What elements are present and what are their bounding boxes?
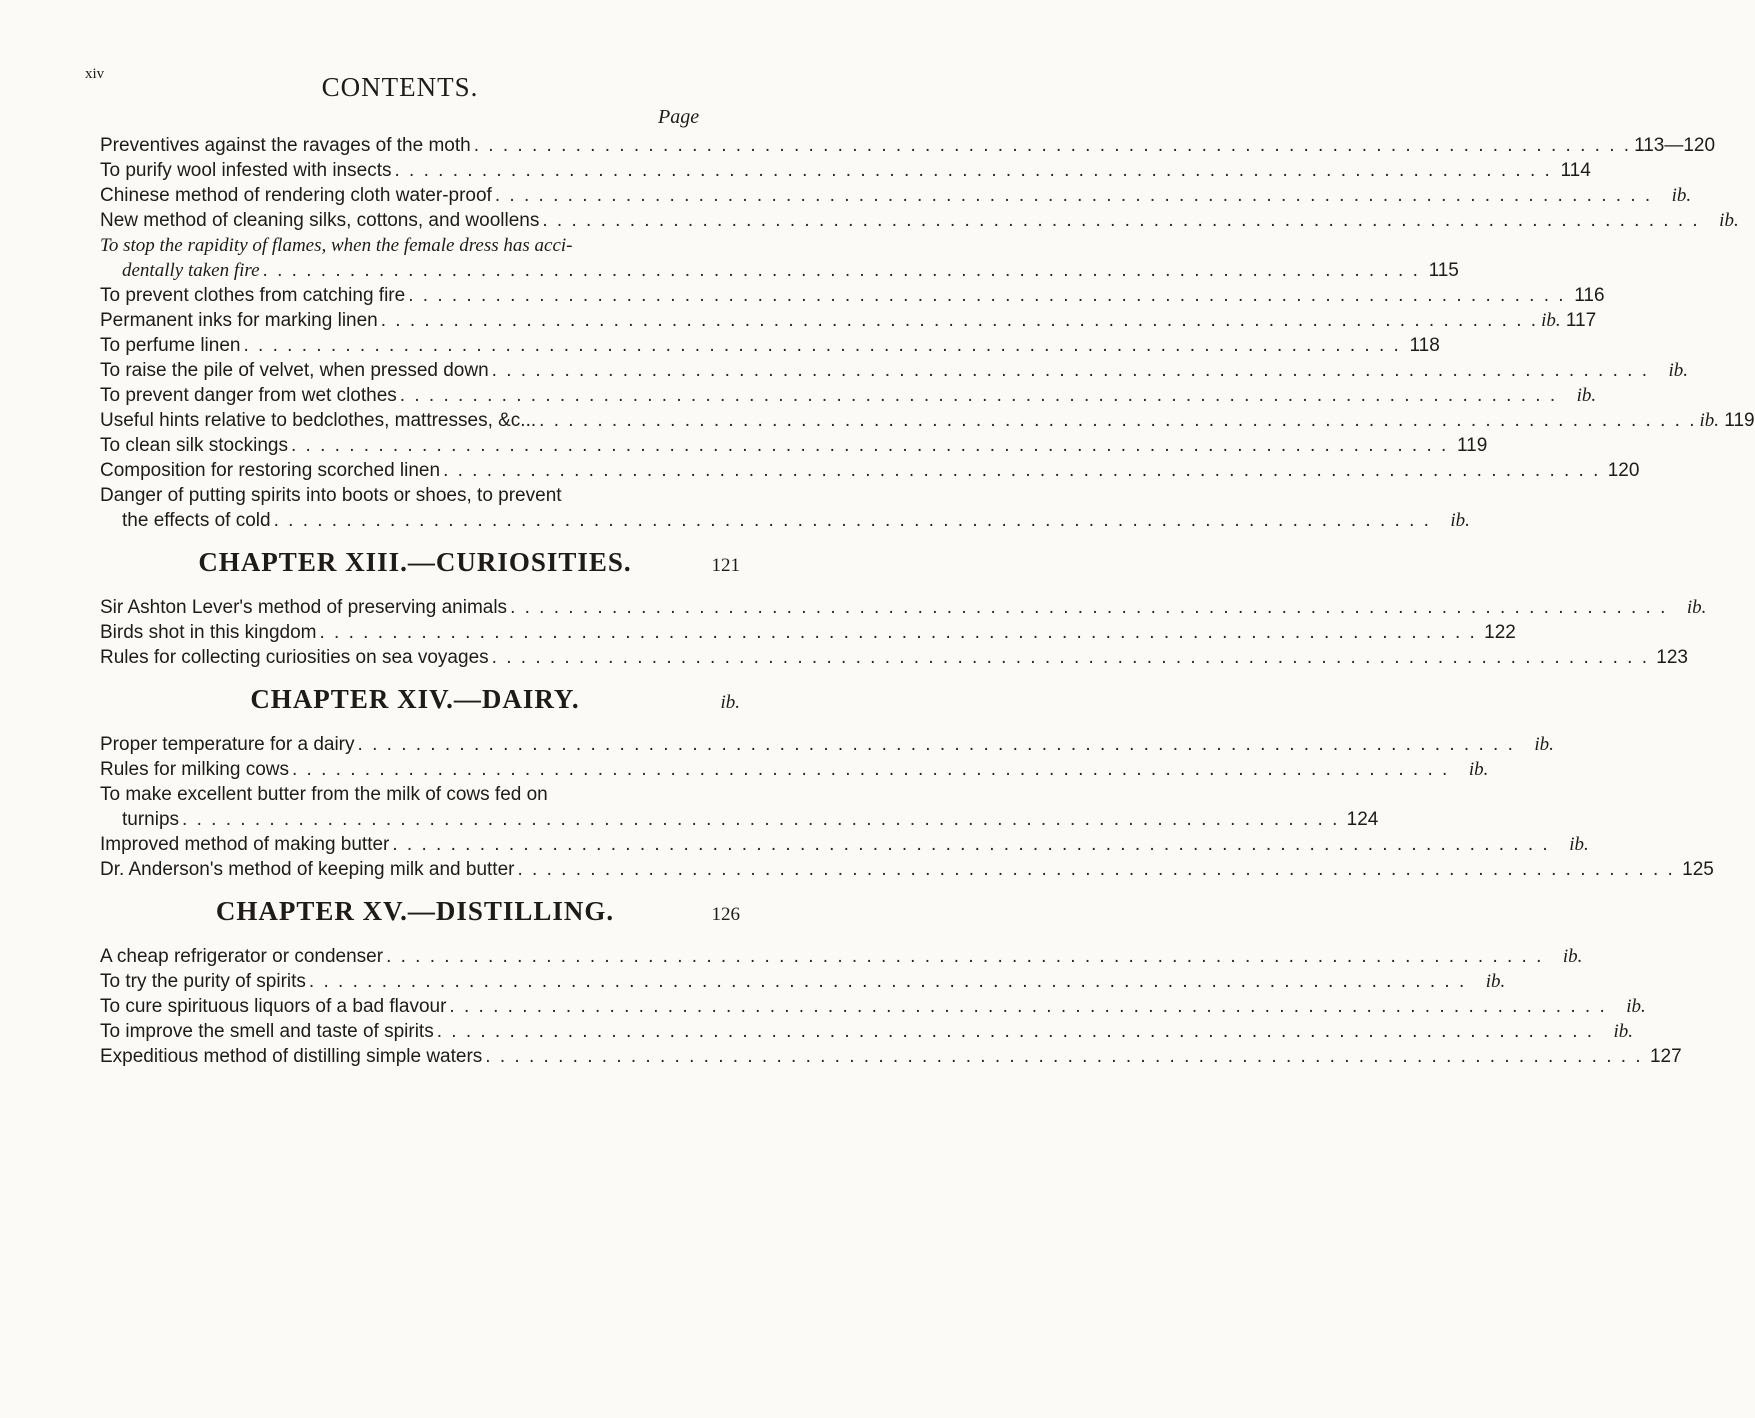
entry-page: ib. <box>1686 597 1707 618</box>
dot-leader: . . . . . . . . . . . . . . . . . . . . . . . . . . . . . . . . . . . . . . . . . . . . . . . . . . . . . . . . . . . . . . . . . . . . . . . . . . . . . . . . <box>408 285 1566 306</box>
entry-page: 115 <box>1428 260 1459 281</box>
contents-entry <box>100 133 1716 158</box>
contents-entry <box>100 208 1739 233</box>
contents-entry <box>100 969 1506 994</box>
chapter-heading <box>100 533 740 595</box>
contents-entry <box>100 782 740 807</box>
entry-page: ib. 117 <box>1541 310 1597 331</box>
contents-entry <box>100 1044 1682 1069</box>
entry-title: turnips <box>122 809 180 830</box>
entry-page: ib. <box>1485 971 1506 992</box>
entry-page: ib. <box>1534 734 1554 755</box>
entry-page: ib. <box>1719 210 1739 231</box>
entry-title: Composition for restoring scorched linen <box>100 460 441 481</box>
entry-page: 127 <box>1649 1046 1682 1067</box>
dot-leader: . . . . . . . . . . . . . . . . . . . . . . . . . . . . . . . . . . . . . . . . . . . . . . . . . . . . . . . . . . . . . . . . . . . . . . . . . . . . . . . . <box>491 360 1650 381</box>
dot-leader: . . . . . . . . . . . . . . . . . . . . . . . . . . . . . . . . . . . . . . . . . . . . . . . . . . . . . . . . . . . . . . . . . . . . . . . . . . . . . . . . <box>319 622 1477 643</box>
entry-title: To improve the smell and taste of spirits <box>100 1021 434 1042</box>
entry-page: ib. 119 <box>1699 410 1755 431</box>
running-title: CONTENTS. <box>321 72 479 102</box>
contents-entry <box>100 857 1714 882</box>
entry-page: ib. <box>1576 385 1597 406</box>
entry-title: Chinese method of rendering cloth water-proof <box>100 185 492 206</box>
entry-page: ib. <box>1468 759 1489 780</box>
entry-page: 114 <box>1560 160 1591 181</box>
chapter-heading <box>100 882 740 944</box>
entry-title: New method of cleaning silks, cottons, and woollens <box>100 210 540 231</box>
entry-title: Rules for milking cows <box>100 759 289 780</box>
entry-page: 113—120 <box>1634 135 1716 156</box>
page-header <box>0 66 800 106</box>
contents-entry <box>100 620 1516 645</box>
entry-page: ib. <box>1671 185 1692 206</box>
contents-entry <box>100 358 1689 383</box>
dot-leader: . . . . . . . . . . . . . . . . . . . . . . . . . . . . . . . . . . . . . . . . . . . . . . . . . . . . . . . . . . . . . . . . . . . . . . . . . . . . . . . . <box>290 435 1449 456</box>
dot-leader: . . . . . . . . . . . . . . . . . . . . . . . . . . . . . . . . . . . . . . . . . . . . . . . . . . . . . . . . . . . . . . . . . . . . . . . . . . . . . . . . <box>443 460 1601 481</box>
dot-leader: . . . . . . . . . . . . . . . . . . . . . . . . . . . . . . . . . . . . . . . . . . . . . . . . . . . . . . . . . . . . . . . . . . . . . . . . . . . . . . . . <box>436 1021 1595 1042</box>
entry-page: ib. <box>1613 1021 1634 1042</box>
dot-leader: . . . . . . . . . . . . . . . . . . . . . . . . . . . . . . . . . . . . . . . . . . . . . . . . . . . . . . . . . . . . . . . . . . . . . . . . . . . . . . . . <box>494 185 1653 206</box>
contents-entry <box>100 308 1597 333</box>
entry-title: To prevent danger from wet clothes <box>100 385 397 406</box>
entry-title: Improved method of making butter <box>100 834 390 855</box>
dot-leader: . . . . . . . . . . . . . . . . . . . . . . . . . . . . . . . . . . . . . . . . . . . . . . . . . . . . . . . . . . . . . . . . . . . . . . . . . . . . . . . . <box>485 1046 1643 1067</box>
chapter-page: 121 <box>711 555 740 576</box>
dot-leader: . . . . . . . . . . . . . . . . . . . . . . . . . . . . . . . . . . . . . . . . . . . . . . . . . . . . . . . . . . . . . . . . . . . . . . . . . . . . . . . . <box>380 310 1539 331</box>
dot-leader: . . . . . . . . . . . . . . . . . . . . . . . . . . . . . . . . . . . . . . . . . . . . . . . . . . . . . . . . . . . . . . . . . . . . . . . . . . . . . . . . <box>182 809 1340 830</box>
dot-leader: . . . . . . . . . . . . . . . . . . . . . . . . . . . . . . . . . . . . . . . . . . . . . . . . . . . . . . . . . . . . . . . . . . . . . . . . . . . . . . . . <box>308 971 1467 992</box>
entry-page: 120 <box>1607 460 1640 481</box>
dot-leader: . . . . . . . . . . . . . . . . . . . . . . . . . . . . . . . . . . . . . . . . . . . . . . . . . . . . . . . . . . . . . . . . . . . . . . . . . . . . . . . . <box>491 647 1649 668</box>
contents-entry <box>100 483 740 508</box>
page-number: xiv <box>85 66 105 82</box>
entry-title: To raise the pile of velvet, when pressed down <box>100 360 489 381</box>
contents-entry <box>100 508 1470 533</box>
entry-title: To make excellent butter from the milk of cows fed on <box>100 784 548 805</box>
entry-title: Rules for collecting curiosities on sea voyages <box>100 647 489 668</box>
entry-page: 116 <box>1574 285 1605 306</box>
dot-leader: . . . . . . . . . . . . . . . . . . . . . . . . . . . . . . . . . . . . . . . . . . . . . . . . . . . . . . . . . . . . . . . . . . . . . . . . . . . . . . . . <box>539 410 1697 431</box>
contents-entry <box>100 807 1379 832</box>
entry-page: ib. <box>1626 996 1646 1017</box>
contents-entry <box>100 233 740 258</box>
entry-title: To try the purity of spirits <box>100 971 306 992</box>
entry-title: Birds shot in this kingdom <box>100 622 317 643</box>
entry-page: 122 <box>1484 622 1516 643</box>
contents-entry <box>100 383 1597 408</box>
dot-leader: . . . . . . . . . . . . . . . . . . . . . . . . . . . . . . . . . . . . . . . . . . . . . . . . . . . . . . . . . . . . . . . . . . . . . . . . . . . . . . . . <box>542 210 1700 231</box>
entry-title: To clean silk stockings <box>100 435 288 456</box>
contents-entry <box>100 433 1488 458</box>
dot-leader: . . . . . . . . . . . . . . . . . . . . . . . . . . . . . . . . . . . . . . . . . . . . . . . . . . . . . . . . . . . . . . . . . . . . . . . . . . . . . . . . <box>510 597 1668 618</box>
entry-title: dentally taken fire <box>122 260 260 281</box>
contents-entry <box>100 944 1583 969</box>
entry-title: Useful hints relative to bedclothes, mattresses, &c... <box>100 410 537 431</box>
contents-entry <box>100 732 1554 757</box>
contents-entry <box>100 283 1605 308</box>
dot-leader: . . . . . . . . . . . . . . . . . . . . . . . . . . . . . . . . . . . . . . . . . . . . . . . . . . . . . . . . . . . . . . . . . . . . . . . . . . . . . . . . <box>243 335 1401 356</box>
entry-page: 119 <box>1457 435 1488 456</box>
entry-title: Preventives against the ravages of the moth <box>100 135 471 156</box>
entry-title: Dr. Anderson's method of keeping milk and butter <box>100 859 515 880</box>
contents-entry <box>100 994 1646 1019</box>
entry-page: 124 <box>1346 809 1379 830</box>
entry-title: Proper temperature for a dairy <box>100 734 355 755</box>
contents-entry <box>100 458 1640 483</box>
entry-title: Sir Ashton Lever's method of preserving animals <box>100 597 508 618</box>
entry-title: To stop the rapidity of flames, when the female dress has acci- <box>100 235 573 256</box>
chapter-page: ib. <box>720 692 740 713</box>
entry-page: ib. <box>1562 946 1583 967</box>
dot-leader: . . . . . . . . . . . . . . . . . . . . . . . . . . . . . . . . . . . . . . . . . . . . . . . . . . . . . . . . . . . . . . . . . . . . . . . . . . . . . . . . <box>399 385 1558 406</box>
contents-entry <box>100 158 1591 183</box>
contents-entry <box>100 757 1489 782</box>
dot-leader: . . . . . . . . . . . . . . . . . . . . . . . . . . . . . . . . . . . . . . . . . . . . . . . . . . . . . . . . . . . . . . . . . . . . . . . . . . . . . . . . <box>394 160 1552 181</box>
chapter-title: CHAPTER XIII.—CURIOSITIES. <box>198 547 632 577</box>
entry-title: the effects of cold <box>122 510 271 531</box>
entry-title: Permanent inks for marking linen <box>100 310 378 331</box>
chapter-title: CHAPTER XIV.—DAIRY. <box>250 684 580 714</box>
chapter-heading <box>100 670 740 732</box>
contents-entry <box>100 408 1755 433</box>
contents-entry <box>100 595 1707 620</box>
dot-leader: . . . . . . . . . . . . . . . . . . . . . . . . . . . . . . . . . . . . . . . . . . . . . . . . . . . . . . . . . . . . . . . . . . . . . . . . . . . . . . . . <box>392 834 1550 855</box>
dot-leader: . . . . . . . . . . . . . . . . . . . . . . . . . . . . . . . . . . . . . . . . . . . . . . . . . . . . . . . . . . . . . . . . . . . . . . . . . . . . . . . . <box>273 510 1431 531</box>
dot-leader: . . . . . . . . . . . . . . . . . . . . . . . . . . . . . . . . . . . . . . . . . . . . . . . . . . . . . . . . . . . . . . . . . . . . . . . . . . . . . . . . <box>517 859 1675 880</box>
entry-page: 123 <box>1656 647 1688 668</box>
entry-page: 118 <box>1409 335 1440 356</box>
contents-entry <box>100 258 1459 283</box>
contents-entry <box>100 645 1688 670</box>
page-column-label: Page <box>658 106 700 128</box>
dot-leader: . . . . . . . . . . . . . . . . . . . . . . . . . . . . . . . . . . . . . . . . . . . . . . . . . . . . . . . . . . . . . . . . . . . . . . . . . . . . . . . . <box>357 734 1515 755</box>
entry-title: To prevent clothes from catching fire <box>100 285 406 306</box>
entry-page: 125 <box>1682 859 1714 880</box>
chapter-title: CHAPTER XV.—DISTILLING. <box>215 896 615 926</box>
entry-page: ib. <box>1569 834 1589 855</box>
dot-leader: . . . . . . . . . . . . . . . . . . . . . . . . . . . . . . . . . . . . . . . . . . . . . . . . . . . . . . . . . . . . . . . . . . . . . . . . . . . . . . . . <box>449 996 1607 1017</box>
entry-title: To perfume linen <box>100 335 241 356</box>
dot-leader: . . . . . . . . . . . . . . . . . . . . . . . . . . . . . . . . . . . . . . . . . . . . . . . . . . . . . . . . . . . . . . . . . . . . . . . . . . . . . . . . <box>386 946 1544 967</box>
entry-page: ib. <box>1450 510 1470 531</box>
entry-title: A cheap refrigerator or condenser <box>100 946 384 967</box>
dot-leader: . . . . . . . . . . . . . . . . . . . . . . . . . . . . . . . . . . . . . . . . . . . . . . . . . . . . . . . . . . . . . . . . . . . . . . . . . . . . . . . . <box>473 135 1632 156</box>
chapter-page: 126 <box>711 904 740 925</box>
contents-entry <box>100 1019 1634 1044</box>
entry-title: Danger of putting spirits into boots or shoes, to prevent <box>100 485 562 506</box>
contents-entry <box>100 832 1589 857</box>
entry-page: ib. <box>1668 360 1689 381</box>
entry-title: Expeditious method of distilling simple waters <box>100 1046 483 1067</box>
entry-title: To cure spirituous liquors of a bad flavour <box>100 996 447 1017</box>
contents-entry <box>100 183 1692 208</box>
dot-leader: . . . . . . . . . . . . . . . . . . . . . . . . . . . . . . . . . . . . . . . . . . . . . . . . . . . . . . . . . . . . . . . . . . . . . . . . . . . . . . . . <box>292 759 1450 780</box>
entry-title: To purify wool infested with insects <box>100 160 392 181</box>
contents-entry <box>100 333 1440 358</box>
contents-list <box>100 133 1755 1069</box>
dot-leader: . . . . . . . . . . . . . . . . . . . . . . . . . . . . . . . . . . . . . . . . . . . . . . . . . . . . . . . . . . . . . . . . . . . . . . . . . . . . . . . . <box>262 260 1420 281</box>
